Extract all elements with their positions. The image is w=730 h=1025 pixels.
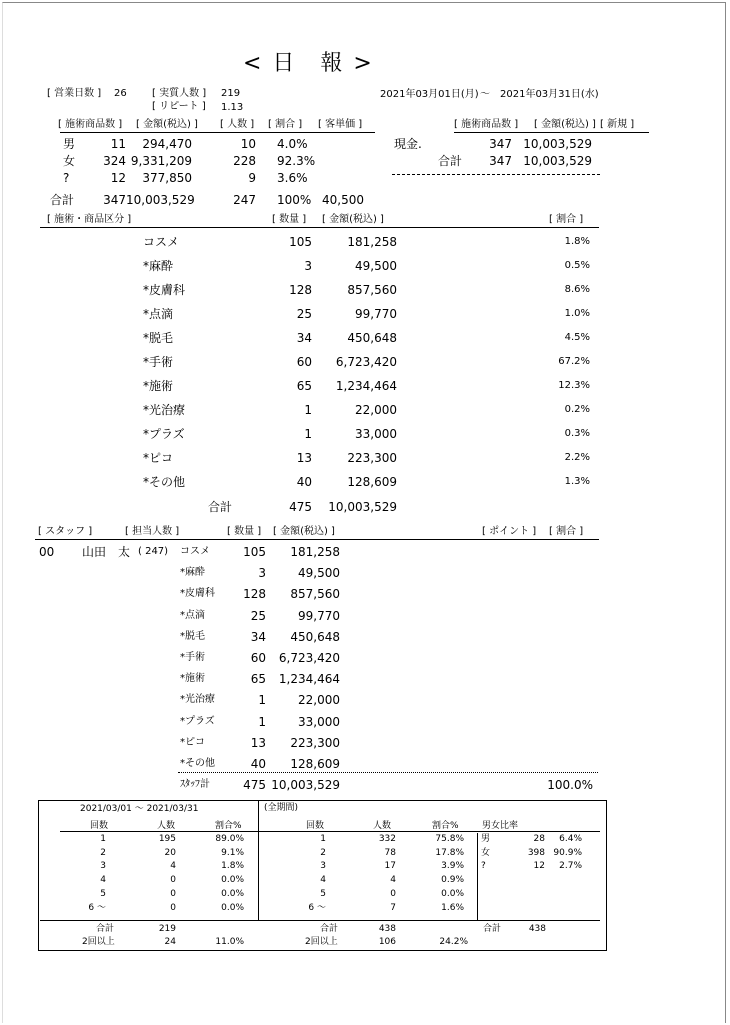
- category-row-ratio: 1.8%: [564, 236, 590, 247]
- repeat-label: [ リピート ]: [152, 101, 206, 112]
- category-row-qty: 3: [304, 259, 312, 273]
- staff-row-name: *手術: [180, 652, 205, 663]
- staff-header-points: [ ポイント ]: [482, 526, 537, 537]
- gender-row-ratio: 3.6%: [277, 171, 308, 185]
- visit-all-ratio: 0.9%: [441, 875, 464, 886]
- staff-row-name: *光治療: [180, 694, 215, 706]
- visit-all-repeat: 106: [378, 937, 396, 947]
- gender-ratio-label: 女: [481, 847, 491, 858]
- gender-row-people: 9: [248, 171, 256, 185]
- visit-period-visits: 1: [100, 834, 106, 844]
- category-row-ratio: 0.5%: [564, 260, 590, 271]
- category-row-name: *ピコ: [143, 451, 174, 465]
- visit-period-ratio: 0.0%: [221, 888, 244, 899]
- visit-all-visits: 4: [320, 875, 326, 886]
- category-row-name: *手術: [143, 355, 174, 369]
- visit-period-visits: 6 〜: [88, 902, 106, 913]
- staff-row-qty: 105: [243, 545, 266, 559]
- staff-row-amount: 22,000: [298, 693, 340, 708]
- staff-row-name: *麻酔: [180, 567, 205, 579]
- category-row-name: *その他: [143, 475, 186, 489]
- cat-total-amount: 10,003,529: [328, 500, 397, 514]
- gender-row-people: 228: [233, 154, 256, 168]
- visit-all-people: 0: [390, 888, 396, 899]
- visit-period-people: 20: [164, 847, 176, 858]
- category-row-amount: 450,648: [347, 331, 397, 345]
- category-row-qty: 105: [289, 235, 312, 249]
- staff-people-count: ( 247): [138, 546, 169, 557]
- visit-period-label: 2021/03/01 〜 2021/03/31: [80, 804, 199, 814]
- staff-header-amount: [ 金額(税込) ]: [273, 526, 335, 537]
- visit-period-header-visits: 回数: [90, 821, 109, 831]
- pay-header-count: [ 施術商品数 ]: [454, 119, 519, 130]
- gender-ratio-ratio: 6.4%: [559, 834, 582, 844]
- gender-row-label: ?: [63, 171, 70, 185]
- category-row-ratio: 12.3%: [558, 380, 590, 391]
- cat-total-label: 合計: [208, 500, 233, 514]
- visit-all-visits: 3: [320, 861, 326, 872]
- staff-row-amount: 1,234,464: [278, 672, 340, 687]
- col-header-unit-price: [ 客単価 ]: [318, 119, 363, 130]
- staff-row-amount: 450,648: [290, 629, 340, 644]
- category-row-ratio: 0.2%: [564, 404, 590, 415]
- visit-all-people: 7: [390, 902, 396, 913]
- gender-ratio-ratio: 2.7%: [559, 861, 582, 872]
- visit-period-repeat-label: 2回以上: [82, 937, 115, 947]
- gender-ratio-header: 男女比率: [482, 821, 519, 831]
- visit-period-people: 0: [170, 875, 176, 886]
- staff-total-label: ｽﾀｯﾌ計: [180, 779, 210, 790]
- gender-row-count: 12: [110, 171, 126, 185]
- staff-header-people: [ 担当人数 ]: [125, 526, 180, 537]
- visit-period-visits: 5: [100, 888, 106, 899]
- category-row-amount: 99,770: [355, 307, 397, 321]
- staff-row-qty: 1: [258, 693, 266, 708]
- staff-row-qty: 3: [258, 566, 266, 581]
- category-row-ratio: 0.3%: [564, 428, 590, 439]
- visit-all-people: 78: [384, 847, 396, 858]
- staff-header-ratio: [ 割合 ]: [549, 526, 584, 537]
- visit-all-ratio: 1.6%: [441, 902, 464, 913]
- staff-code: 00: [39, 545, 55, 559]
- gender-ratio-people: 398: [527, 847, 545, 858]
- visit-period-header-people: 人数: [157, 821, 176, 831]
- visit-all-people: 332: [378, 834, 396, 844]
- category-row-ratio: 2.2%: [564, 452, 590, 463]
- pay-row-cash-label: 現金.: [394, 137, 422, 151]
- category-row-ratio: 1.0%: [564, 308, 590, 319]
- staff-row-qty: 1: [258, 714, 266, 729]
- visit-period-ratio: 89.0%: [215, 834, 244, 844]
- pay-row-total-label: 合計: [438, 154, 463, 168]
- visit-period-ratio: 1.8%: [221, 861, 244, 872]
- category-row-qty: 40: [296, 475, 312, 489]
- visit-all-ratio: 3.9%: [441, 861, 464, 872]
- visit-all-header-visits: 回数: [306, 821, 325, 831]
- visit-all-visits: 2: [320, 847, 326, 858]
- period-end: 2021年03月31日(水): [500, 89, 599, 100]
- visit-period-people: 0: [170, 888, 176, 899]
- category-row-qty: 60: [296, 355, 312, 369]
- visit-all-visits: 5: [320, 888, 326, 899]
- category-row-qty: 1: [304, 427, 312, 441]
- staff-row-amount: 181,258: [290, 545, 340, 559]
- staff-header-qty: [ 数量 ]: [227, 526, 262, 537]
- staff-row-name: *脱毛: [180, 630, 205, 642]
- visit-all-label: (全期間): [264, 803, 299, 813]
- gender-row-amount: 10,003,529: [126, 193, 195, 207]
- gender-row-people: 247: [233, 193, 256, 207]
- gender-ratio-label: ?: [481, 861, 486, 872]
- category-row-amount: 128,609: [347, 475, 397, 489]
- gender-row-count: 11: [110, 137, 126, 151]
- actual-people-label: [ 実質人数 ]: [152, 88, 207, 99]
- visit-all-total: 438: [378, 924, 396, 934]
- category-row-name: *光治療: [143, 403, 186, 417]
- gender-ratio-people: 28: [533, 834, 545, 844]
- staff-row-qty: 65: [250, 672, 266, 687]
- pay-row-total-amount: 10,003,529: [523, 154, 592, 168]
- staff-header-staff: [ スタッフ ]: [38, 526, 93, 537]
- staff-row-name: コスメ: [180, 546, 210, 557]
- staff-row-name: *皮膚科: [180, 588, 215, 600]
- category-row-ratio: 1.3%: [564, 476, 590, 487]
- gender-row-ratio: 100%: [277, 193, 312, 207]
- staff-row-qty: 40: [250, 757, 266, 771]
- staff-row-qty: 128: [243, 587, 266, 602]
- staff-row-amount: 33,000: [298, 714, 340, 729]
- category-row-amount: 6,723,420: [335, 355, 397, 369]
- staff-row-name: *ピコ: [180, 736, 205, 748]
- gender-total-label: 合計: [483, 924, 502, 934]
- visit-all-repeat-label: 2回以上: [305, 937, 338, 947]
- gender-row-label: 合計: [50, 193, 75, 207]
- category-row-qty: 128: [289, 283, 312, 297]
- report-title: < 日 報 >: [243, 51, 374, 76]
- staff-total-amount: 10,003,529: [271, 778, 340, 792]
- category-row-ratio: 67.2%: [558, 356, 590, 367]
- period-tilde: 〜: [480, 89, 490, 100]
- visit-period-ratio: 9.1%: [221, 847, 244, 858]
- visit-all-ratio: 17.8%: [435, 847, 464, 858]
- visit-all-header-people: 人数: [373, 821, 392, 831]
- category-row-amount: 181,258: [347, 235, 397, 249]
- gender-ratio-label: 男: [481, 834, 491, 844]
- category-row-name: *皮膚科: [143, 283, 186, 297]
- visit-all-people: 17: [384, 861, 396, 872]
- staff-row-qty: 60: [250, 651, 266, 665]
- cat-header-name: [ 施術・商品区分 ]: [47, 214, 132, 225]
- business-days-label: [ 営業日数 ]: [47, 88, 102, 99]
- visit-period-people: 4: [170, 861, 176, 872]
- staff-row-amount: 223,300: [290, 735, 340, 750]
- visit-period-total-label: 合計: [96, 924, 115, 934]
- gender-row-count: 324: [103, 154, 126, 168]
- category-row-amount: 33,000: [355, 427, 397, 441]
- category-row-name: *施術: [143, 379, 174, 393]
- category-row-amount: 22,000: [355, 403, 397, 417]
- gender-row-amount: 9,331,209: [130, 154, 192, 168]
- col-header-ratio: [ 割合 ]: [268, 119, 303, 130]
- col-header-count: [ 施術商品数 ]: [58, 119, 123, 130]
- category-row-qty: 1: [304, 403, 312, 417]
- visit-period-ratio: 0.0%: [221, 902, 244, 913]
- category-row-amount: 1,234,464: [335, 379, 397, 393]
- staff-total-ratio: 100.0%: [547, 778, 593, 792]
- gender-ratio-ratio: 90.9%: [553, 847, 582, 858]
- visit-period-visits: 2: [100, 847, 106, 858]
- col-header-people: [ 人数 ]: [220, 119, 255, 130]
- visit-period-visits: 3: [100, 861, 106, 872]
- visit-period-repeat-ratio: 11.0%: [215, 937, 244, 947]
- staff-row-qty: 13: [250, 735, 266, 750]
- category-row-name: *点滴: [143, 307, 174, 321]
- visit-period-visits: 4: [100, 875, 106, 886]
- gender-row-ratio: 4.0%: [277, 137, 308, 151]
- staff-row-amount: 6,723,420: [278, 651, 340, 665]
- visit-all-header-ratio: 割合%: [432, 821, 459, 831]
- visit-all-ratio: 0.0%: [441, 888, 464, 899]
- cat-total-qty: 475: [289, 500, 312, 514]
- category-row-amount: 223,300: [347, 451, 397, 465]
- actual-people-value: 219: [221, 88, 241, 99]
- visit-all-people: 4: [390, 875, 396, 886]
- visit-all-ratio: 75.8%: [435, 834, 464, 844]
- staff-row-name: *施術: [180, 673, 205, 685]
- period-start: 2021年03月01日(月): [380, 89, 479, 100]
- staff-row-amount: 857,560: [290, 587, 340, 602]
- col-header-amount: [ 金額(税込) ]: [136, 119, 198, 130]
- gender-ratio-people: 12: [533, 861, 545, 872]
- gender-row-count: 347: [103, 193, 126, 207]
- category-row-qty: 34: [296, 331, 312, 345]
- gender-total: 438: [528, 924, 546, 934]
- staff-row-amount: 128,609: [290, 757, 340, 771]
- cat-header-qty: [ 数量 ]: [272, 214, 307, 225]
- pay-header-amount: [ 金額(税込) ]: [534, 119, 596, 130]
- pay-header-new: [ 新規 ]: [600, 119, 635, 130]
- category-row-name: *麻酔: [143, 259, 174, 273]
- visit-period-people: 0: [170, 902, 176, 913]
- gender-row-amount: 377,850: [142, 171, 192, 185]
- visit-period-people: 195: [158, 834, 176, 844]
- visit-all-total-label: 合計: [320, 924, 339, 934]
- category-row-name: *脱毛: [143, 331, 174, 345]
- pay-row-cash-amount: 10,003,529: [523, 137, 592, 151]
- staff-name: 山田 太: [82, 545, 131, 559]
- category-row-qty: 65: [296, 379, 312, 393]
- category-row-qty: 13: [296, 451, 312, 465]
- category-row-name: *プラズ: [143, 427, 185, 441]
- gender-row-label: 女: [63, 154, 76, 168]
- gender-row-label: 男: [63, 137, 76, 151]
- staff-row-amount: 99,770: [298, 608, 340, 623]
- gender-row-unit-price: 40,500: [322, 193, 364, 207]
- staff-row-name: *プラズ: [180, 715, 215, 727]
- cat-header-amount: [ 金額(税込) ]: [322, 214, 384, 225]
- staff-row-qty: 25: [250, 608, 266, 623]
- visit-all-visits: 1: [320, 834, 326, 844]
- business-days-value: 26: [114, 88, 127, 99]
- visit-period-header-ratio: 割合%: [215, 821, 242, 831]
- staff-row-qty: 34: [250, 629, 266, 644]
- gender-row-people: 10: [240, 137, 256, 151]
- pay-row-total-count: 347: [489, 154, 512, 168]
- category-row-name: コスメ: [143, 235, 180, 249]
- repeat-value: 1.13: [221, 102, 244, 113]
- category-row-ratio: 8.6%: [564, 284, 590, 295]
- visit-period-ratio: 0.0%: [221, 875, 244, 886]
- gender-row-amount: 294,470: [142, 137, 192, 151]
- visit-all-repeat-ratio: 24.2%: [439, 937, 468, 947]
- cat-header-ratio: [ 割合 ]: [549, 214, 584, 225]
- visit-period-total: 219: [158, 924, 176, 934]
- gender-row-ratio: 92.3%: [277, 154, 316, 168]
- category-row-ratio: 4.5%: [564, 332, 590, 343]
- visit-period-repeat: 24: [164, 937, 176, 947]
- visit-all-visits: 6 〜: [308, 902, 326, 913]
- category-row-amount: 49,500: [355, 259, 397, 273]
- staff-row-name: *点滴: [180, 609, 205, 621]
- staff-row-name: *その他: [180, 758, 215, 769]
- category-row-qty: 25: [296, 307, 312, 321]
- staff-row-amount: 49,500: [298, 566, 340, 581]
- staff-total-qty: 475: [243, 778, 266, 792]
- pay-row-cash-count: 347: [489, 137, 512, 151]
- category-row-amount: 857,560: [347, 283, 397, 297]
